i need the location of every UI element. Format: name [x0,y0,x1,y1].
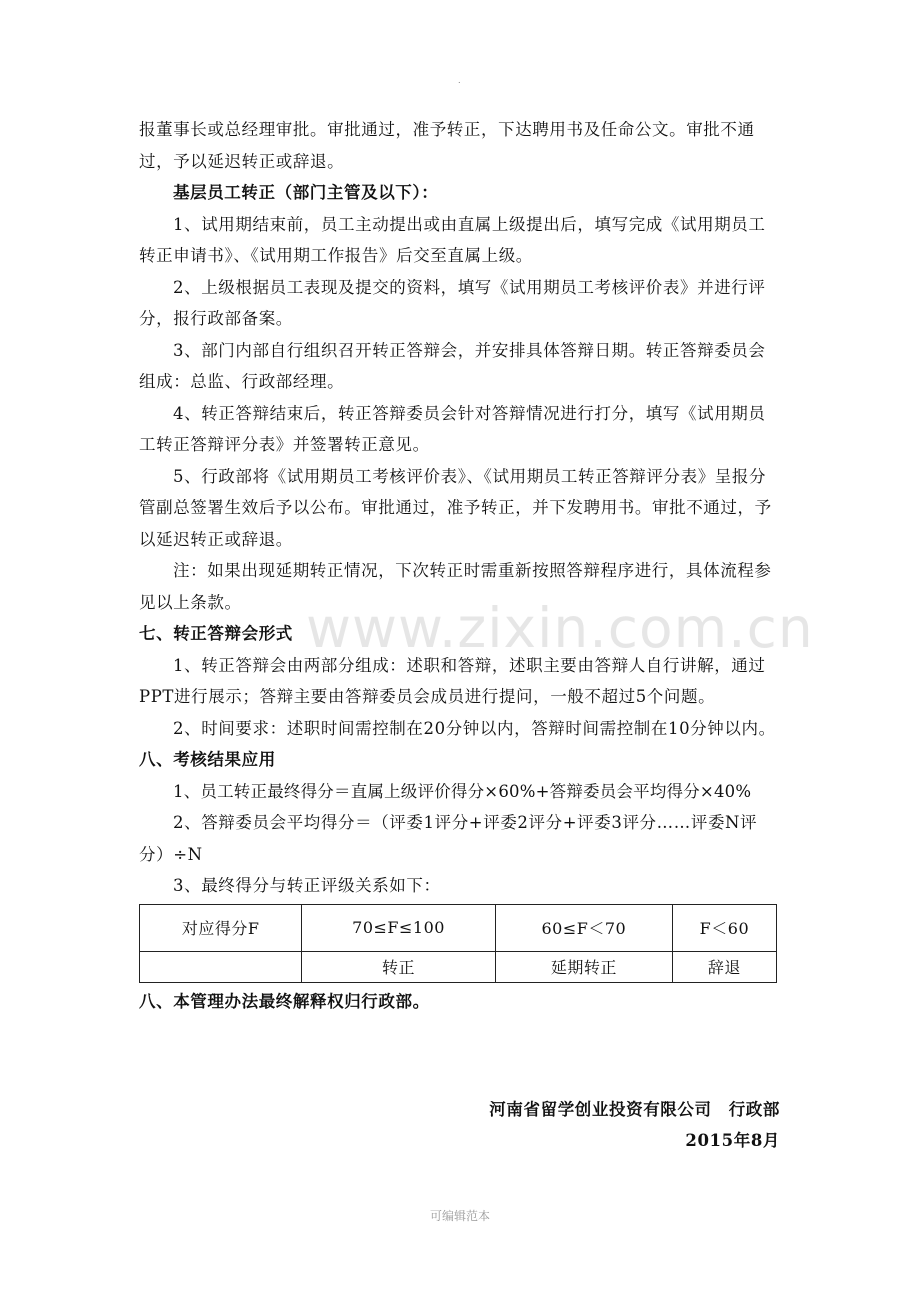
table-cell: 70≤F≤100 [302,904,496,951]
paragraph-final-score: 1、员工转正最终得分＝直属上级评价得分×60%+答辩委员会平均得分×40% [173,781,752,801]
page-footer: 可编辑范本 [429,1209,490,1223]
table-cell: 延期转正 [495,951,672,982]
section-heading-8: 八、考核结果应用 [139,750,276,769]
document-body [139,114,781,1017]
table-row [140,951,777,982]
paragraph-defense-form: 1、转正答辩会由两部分组成：述职和答辩，述职主要由答辩人自行讲解，通过PPT进行展示；答辩主要由答辩委员会成员进行提问，一般不超过5个问题。 [139,655,766,706]
section-heading-7: 七、转正答辩会形式 [139,624,293,643]
watermark: www.zixin.com.cn [306,596,814,660]
paragraph-note: 注：如果出现延期转正情况，下次转正时需重新按照答辩程序进行，具体流程参见以上条款。 [139,561,772,612]
table-cell: 60≤F＜70 [495,904,672,951]
table-cell: 对应得分F [140,904,302,951]
signature-company: 河南省留学创业投资有限公司 行政部 [489,1100,780,1119]
paragraph-step-3: 3、部门内部自行组织召开转正答辩会，并安排具体答辩日期。转正答辩委员会组成：总监、行政部经理。 [139,340,766,391]
closing-statement: 八、本管理办法最终解释权归行政部。 [139,991,430,1011]
score-rating-table [139,904,777,983]
header-mark: . [458,76,461,85]
paragraph-step-1: 1、试用期结束前，员工主动提出或由直属上级提出后，填写完成《试用期员工转正申请书》、《试用期工作报告》后交至直属上级。 [139,214,766,265]
table-cell: F＜60 [672,904,776,951]
paragraph-step-5: 5、行政部将《试用期员工考核评价表》、《试用期员工转正答辩评分表》呈报分管副总签署生效后予以公布。审批通过，准予转正，并下发聘用书。审批不通过，予以延迟转正或辞退。 [139,466,772,549]
table-cell [140,951,302,982]
table-row [140,904,777,951]
paragraph-time-requirement: 2、时间要求：述职时间需控制在20分钟以内，答辩时间需控制在10分钟以内。 [173,718,776,738]
paragraph-average-score: 2、答辩委员会平均得分＝（评委1评分+评委2评分+评委3评分……评委N评分）÷N [139,813,758,864]
paragraph-step-4: 4、转正答辩结束后，转正答辩委员会针对答辩情况进行打分，填写《试用期员工转正答辩评分表》并签署转正意见。 [139,403,766,454]
paragraph-approval: 报董事长或总经理审批。审批通过，准予转正，下达聘用书及任命公文。审批不通过，予以延迟转正或辞退。 [139,120,755,171]
signature-block [489,1094,780,1156]
paragraph-step-2: 2、上级根据员工表现及提交的资料，填写《试用期员工考核评价表》并进行评分，报行政部备案。 [139,277,766,328]
table-cell: 转正 [302,951,496,982]
table-cell: 辞退 [672,951,776,982]
paragraph-score-relation: 3、最终得分与转正评级关系如下： [173,876,441,895]
subheading-basic-staff: 基层员工转正（部门主管及以下）： [173,183,439,202]
signature-date: 2015年8月 [685,1131,780,1150]
